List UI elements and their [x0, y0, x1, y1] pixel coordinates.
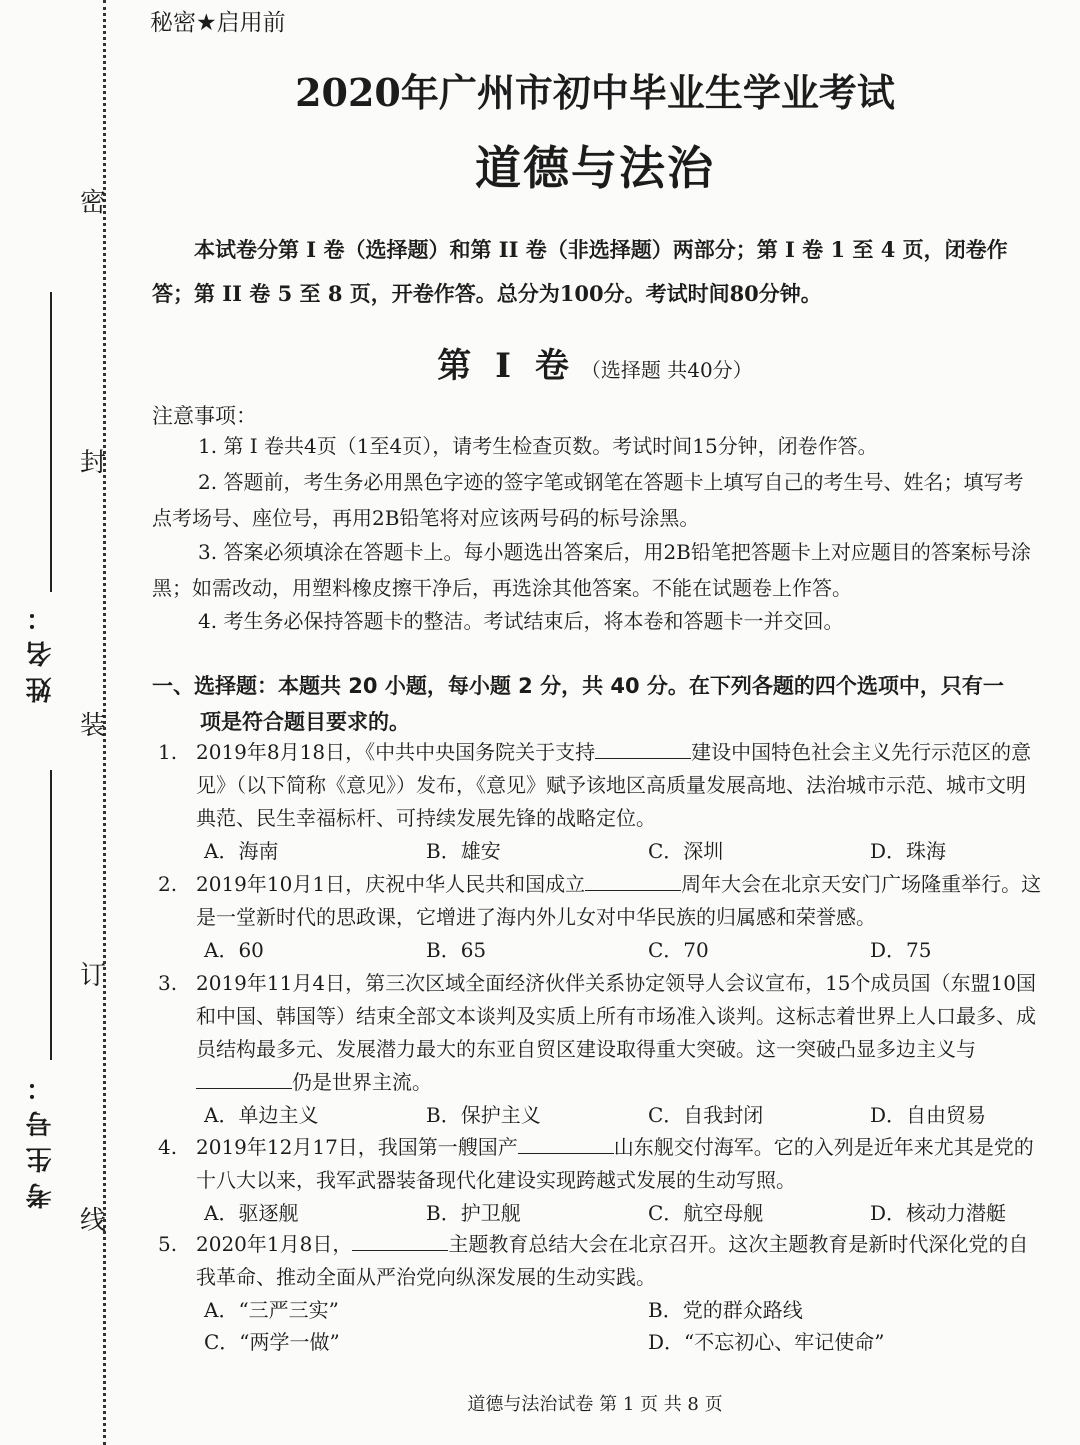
option-row	[204, 835, 1042, 868]
seal-char-feng: 封	[80, 448, 107, 478]
stem-before: 2020年1月8日，	[196, 1232, 353, 1256]
notice-item-1: 1. 第 I 卷共4页（1至4页），请考生检查页数。考试时间15分钟，闭卷作答。	[198, 434, 878, 458]
option-d[interactable]: D．核动力潜艇	[870, 1201, 1007, 1225]
notice-item-4: 4. 考生务必保持答题卡的整洁。考试结束后，将本卷和答题卡一并交回。	[198, 609, 844, 633]
option-d[interactable]: D．珠海	[870, 839, 947, 863]
option-row	[204, 1099, 1042, 1132]
volume-title: 第 I 卷	[437, 346, 575, 386]
id-label: 考生号：	[26, 1065, 56, 1209]
notice-item-2: 2. 答题前，考生务必用黑色字迹的签字笔或钢笔在答题卡上填写自己的考生号、姓名；填写考点考场号、座位号，再用2B铅笔将对应该两号码的标号涂黑。	[152, 470, 1024, 530]
answer-blank	[585, 870, 681, 891]
option-a[interactable]: A．“三严三实”	[204, 1298, 339, 1322]
option-row	[204, 934, 1042, 967]
option-row	[204, 1197, 1042, 1230]
volume-heading	[0, 338, 1080, 387]
answer-blank	[595, 738, 691, 759]
secret-mark: 秘密★启用前	[150, 10, 286, 36]
page-footer: 道德与法治试卷 第 1 页 共 8 页	[467, 1394, 723, 1415]
option-d[interactable]: D．自由贸易	[870, 1103, 987, 1127]
option-b[interactable]: B．雄安	[426, 839, 501, 863]
stem-after: 周年大会在北京天安门广场隆重举行。这是一堂新时代的思政课，它增进了海内外儿女对中华民族的归属感和荣誉感。	[196, 872, 1042, 929]
option-grid	[204, 1294, 1042, 1358]
id-fill-line[interactable]	[50, 770, 52, 1060]
answer-blank	[518, 1133, 614, 1154]
option-d[interactable]: D．“不忘初心、牢记使命”	[648, 1330, 885, 1354]
section-heading-line1: 一、选择题：本题共 20 小题，每小题 2 分，共 40 分。在下列各题的四个选项中，只有一	[152, 674, 1004, 698]
volume-subtitle: （选择题 共40分）	[580, 358, 753, 382]
exam-intro: 本试卷分第 I 卷（选择题）和第 II 卷（非选择题）两部分；第 I 卷 1 至 4 页，闭卷作答；第 II 卷 5 至 8 页，开卷作答。总分为100分。考试时间80分钟。	[152, 237, 1008, 306]
option-a[interactable]: A．驱逐舰	[204, 1201, 299, 1225]
option-c[interactable]: C．自我封闭	[648, 1103, 764, 1127]
section-heading-line2: 项是符合题目要求的。	[200, 710, 410, 734]
option-a[interactable]: A．单边主义	[204, 1103, 319, 1127]
question-stem	[196, 1131, 1042, 1197]
option-c[interactable]: C．70	[648, 938, 709, 962]
option-a[interactable]: A．60	[204, 938, 264, 962]
stem-before: 2019年12月17日，我国第一艘国产	[196, 1135, 518, 1159]
question-4	[158, 1131, 1042, 1230]
question-stem	[196, 736, 1042, 835]
seal-char-xian: 线	[80, 1206, 107, 1236]
name-fill-line[interactable]	[50, 292, 52, 592]
stem-after: 山东舰交付海军。它的入列是近年来尤其是党的十八大以来，我军武器装备现代化建设实现跨越式发展的生动写照。	[196, 1135, 1034, 1192]
section-heading	[152, 668, 1042, 740]
notice-heading: 注意事项：	[152, 404, 257, 428]
stem-after: 建设中国特色社会主义先行示范区的意见》（以下简称《意见》）发布，《意见》赋予该地区高质量发展高地、法治城市示范、城市文明典范、民生幸福标杆、可持续发展先锋的战略定位。	[196, 740, 1032, 830]
question-number: 1.	[158, 740, 178, 764]
option-a[interactable]: A．海南	[204, 839, 279, 863]
option-b[interactable]: B．护卫舰	[426, 1201, 521, 1225]
question-2	[158, 868, 1042, 967]
question-5	[158, 1228, 1042, 1358]
option-c[interactable]: C．航空母舰	[648, 1201, 764, 1225]
option-b[interactable]: B．党的群众路线	[648, 1298, 803, 1322]
question-stem	[196, 868, 1042, 934]
stem-after: 主题教育总结大会在北京召开。这次主题教育是新时代深化党的自我革命、推动全面从严治党向纵深发展的生动实践。	[196, 1232, 1029, 1289]
question-1	[158, 736, 1042, 868]
question-3	[158, 967, 1042, 1132]
option-d[interactable]: D．75	[870, 938, 932, 962]
notice-item-3: 3. 答案必须填涂在答题卡上。每小题选出答案后，用2B铅笔把答题卡上对应题目的答案标号涂黑；如需改动，用塑料橡皮擦干净后，再选涂其他答案。不能在试题卷上作答。	[152, 540, 1031, 600]
option-c[interactable]: C．深圳	[648, 839, 724, 863]
question-number: 4.	[158, 1135, 178, 1159]
answer-blank	[196, 1068, 292, 1089]
question-number: 3.	[158, 971, 178, 995]
stem-before: 2019年11月4日，第三次区域全面经济伙伴关系协定领导人会议宣布，15个成员国（东盟10国和中国、韩国等）结束全部文本谈判及实质上所有市场准入谈判。这标志着世界上人口最多、成员结构最多元、发展潜力最大的东亚自贸区建设取得重大突破。这一突破凸显多边主义与	[196, 971, 1036, 1061]
seal-char-mi: 密	[80, 188, 107, 218]
stem-before: 2019年8月18日，《中共中央国务院关于支持	[196, 740, 596, 764]
question-stem	[196, 1228, 1042, 1294]
exam-title: 2020年广州市初中毕业生学业考试	[295, 70, 895, 115]
option-c[interactable]: C．“两学一做”	[204, 1330, 340, 1354]
subject-title: 道德与法治	[475, 141, 715, 195]
stem-before: 2019年10月1日，庆祝中华人民共和国成立	[196, 872, 586, 896]
question-number: 2.	[158, 872, 178, 896]
seal-char-ding: 订	[80, 961, 107, 991]
option-b[interactable]: B．65	[426, 938, 487, 962]
option-b[interactable]: B．保护主义	[426, 1103, 541, 1127]
question-number: 5.	[158, 1232, 178, 1256]
stem-after: 仍是世界主流。	[292, 1070, 432, 1094]
answer-blank	[352, 1230, 448, 1251]
name-label: 姓名：	[26, 595, 56, 703]
seal-char-zhuang: 装	[80, 711, 107, 741]
question-stem	[196, 967, 1042, 1099]
